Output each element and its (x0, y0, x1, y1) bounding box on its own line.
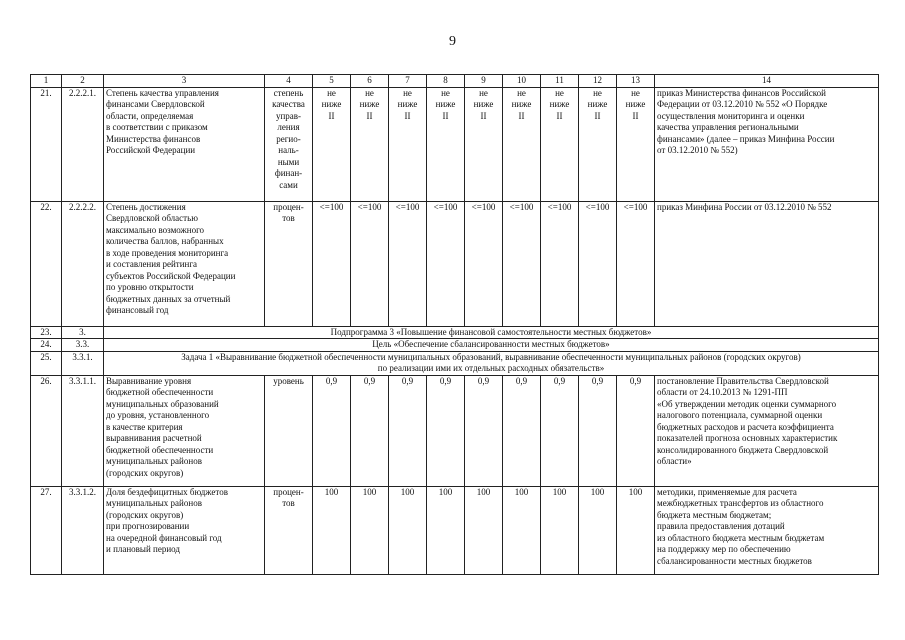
header-cell: 11 (541, 75, 579, 88)
value-cell: 100 (617, 486, 655, 574)
indicators-table (30, 74, 879, 575)
value-cell: <=100 (389, 201, 427, 326)
header-cell: 12 (579, 75, 617, 88)
value-cell: 100 (427, 486, 465, 574)
table-row (31, 87, 879, 201)
value-cell: 100 (351, 486, 389, 574)
table-row (31, 351, 879, 375)
value-cell: <=100 (427, 201, 465, 326)
source-document: методики, применяемые для расчета межбюджетных трансфертов из областного бюджета местным бюджетам; правила предоставления дотаций из областного бюджета местным бюджетам на поддержку мер по обеспечению сбалансированности местных бюджетов (655, 486, 879, 574)
value-cell: <=100 (313, 201, 351, 326)
row-code: 3.3.1. (62, 351, 104, 375)
value-cell: не ниже II (503, 87, 541, 201)
value-cell: 0,9 (465, 375, 503, 486)
value-cell: 0,9 (579, 375, 617, 486)
header-cell: 8 (427, 75, 465, 88)
unit: степень качества управ- ления регио- наль- ными финан- сами (265, 87, 313, 201)
value-cell: не ниже II (465, 87, 503, 201)
value-cell: не ниже II (313, 87, 351, 201)
unit: процен- тов (265, 201, 313, 326)
table-row (31, 201, 879, 326)
page-number: 9 (449, 34, 456, 49)
task-title: Задача 1 «Выравнивание бюджетной обеспеченности муниципальных образований, выравнивание обеспеченности муниципальных районов (городских округов) по реализации ими их отдельных расходных обязательств» (104, 351, 879, 375)
value-cell: <=100 (579, 201, 617, 326)
header-cell: 7 (389, 75, 427, 88)
table-row (31, 375, 879, 486)
source-document: постановление Правительства Свердловской области от 24.10.2013 № 1291-ПП «Об утверждении методик оценки суммарного налогового потенциала, суммарной оценки бюджетных расходов и расчета коэффициента показателей прогноза основных характеристик консолидированного бюджета Свердловской области» (655, 375, 879, 486)
row-number: 27. (31, 486, 62, 574)
table-row (31, 486, 879, 574)
header-row (31, 75, 879, 88)
value-cell: не ниже II (427, 87, 465, 201)
value-cell: 100 (579, 486, 617, 574)
subprogram-title: Подпрограмма 3 «Повышение финансовой самостоятельности местных бюджетов» (104, 326, 879, 339)
row-code: 2.2.2.1. (62, 87, 104, 201)
header-cell: 10 (503, 75, 541, 88)
row-code: 3.3.1.1. (62, 375, 104, 486)
value-cell: <=100 (351, 201, 389, 326)
indicator-name: Доля бездефицитных бюджетов муниципальных районов (городских округов) при прогнозировании на очередной финансовый год и плановый период (104, 486, 265, 574)
header-cell: 4 (265, 75, 313, 88)
header-cell: 14 (655, 75, 879, 88)
table-row (31, 339, 879, 352)
row-code: 3.3. (62, 339, 104, 352)
value-cell: 0,9 (503, 375, 541, 486)
value-cell: 100 (389, 486, 427, 574)
row-number: 26. (31, 375, 62, 486)
row-number: 25. (31, 351, 62, 375)
value-cell: 0,9 (541, 375, 579, 486)
header-cell: 6 (351, 75, 389, 88)
source-document: приказ Минфина России от 03.12.2010 № 552 (655, 201, 879, 326)
row-number: 21. (31, 87, 62, 201)
value-cell: 0,9 (313, 375, 351, 486)
value-cell: 0,9 (617, 375, 655, 486)
value-cell: не ниже II (579, 87, 617, 201)
goal-title: Цель «Обеспечение сбалансированности местных бюджетов» (104, 339, 879, 352)
header-cell: 5 (313, 75, 351, 88)
value-cell: <=100 (465, 201, 503, 326)
unit: уровень (265, 375, 313, 486)
value-cell: 100 (313, 486, 351, 574)
value-cell: не ниже II (389, 87, 427, 201)
header-cell: 9 (465, 75, 503, 88)
value-cell: 100 (465, 486, 503, 574)
indicator-name: Выравнивание уровня бюджетной обеспеченности муниципальных образований до уровня, установленного в качестве критерия выравнивания расчетной бюджетной обеспеченности муниципальных районов (городских округов) (104, 375, 265, 486)
header-cell: 13 (617, 75, 655, 88)
value-cell: <=100 (503, 201, 541, 326)
row-number: 22. (31, 201, 62, 326)
row-code: 2.2.2.2. (62, 201, 104, 326)
row-number: 23. (31, 326, 62, 339)
value-cell: не ниже II (541, 87, 579, 201)
indicator-name: Степень качества управления финансами Свердловской области, определяемая в соответствии с приказом Министерства финансов Российской Федерации (104, 87, 265, 201)
row-code: 3. (62, 326, 104, 339)
value-cell: не ниже II (617, 87, 655, 201)
row-number: 24. (31, 339, 62, 352)
value-cell: <=100 (541, 201, 579, 326)
unit: процен- тов (265, 486, 313, 574)
value-cell: 0,9 (351, 375, 389, 486)
row-code: 3.3.1.2. (62, 486, 104, 574)
value-cell: <=100 (617, 201, 655, 326)
header-cell: 2 (62, 75, 104, 88)
header-cell: 1 (31, 75, 62, 88)
value-cell: 100 (541, 486, 579, 574)
indicator-name: Степень достижения Свердловской областью максимально возможного количества баллов, набранных в ходе проведения мониторинга и составления рейтинга субъектов Российской Федерации по уровню открытости бюджетных данных за отчетный финансовый год (104, 201, 265, 326)
source-document: приказ Министерства финансов Российской Федерации от 03.12.2010 № 552 «О Порядке осуществления мониторинга и оценки качества управления региональными финансами» (далее – приказ Минфина России от 03.12.2010 № 552) (655, 87, 879, 201)
header-cell: 3 (104, 75, 265, 88)
value-cell: 0,9 (389, 375, 427, 486)
value-cell: не ниже II (351, 87, 389, 201)
value-cell: 0,9 (427, 375, 465, 486)
value-cell: 100 (503, 486, 541, 574)
table-row (31, 326, 879, 339)
